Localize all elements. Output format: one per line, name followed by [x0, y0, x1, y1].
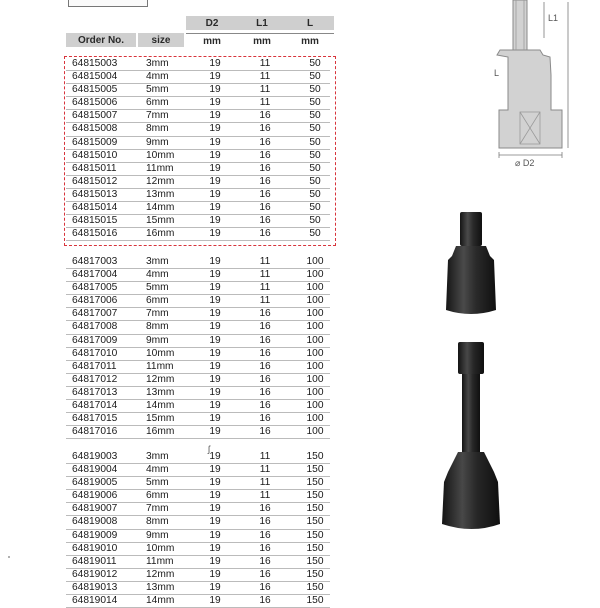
d2-cell: 19 — [209, 175, 221, 187]
table-row — [66, 490, 330, 503]
table-row — [66, 335, 330, 348]
size-cell: 11mm — [146, 360, 174, 372]
d2-cell: 19 — [209, 84, 221, 96]
order-no-cell: 64819011 — [72, 555, 117, 567]
table-row — [66, 413, 330, 426]
l-cell: 150 — [306, 529, 324, 541]
l-cell: 100 — [306, 373, 324, 385]
l-cell: 150 — [306, 555, 324, 567]
table-row — [66, 387, 330, 400]
l1-cell: 16 — [259, 555, 271, 567]
order-no-cell: 64817007 — [72, 308, 118, 320]
l1-cell: 16 — [259, 542, 271, 554]
table-row — [66, 150, 330, 163]
table-row — [66, 176, 330, 189]
table-group-50mm — [66, 58, 330, 241]
l1-cell: 16 — [259, 334, 271, 346]
size-cell: 11mm — [146, 555, 174, 567]
order-no-cell: 64819013 — [72, 581, 118, 593]
size-cell: 9mm — [146, 529, 169, 541]
l1-cell: 11 — [259, 71, 271, 83]
l-cell: 50 — [309, 136, 321, 148]
l1-cell: 16 — [259, 202, 271, 214]
table-row — [66, 228, 330, 241]
l-cell: 50 — [309, 188, 321, 200]
size-cell: 15mm — [146, 413, 175, 425]
l-cell: 150 — [306, 464, 324, 476]
order-no-cell: 64817005 — [72, 282, 118, 294]
order-no-cell: 64815012 — [72, 175, 118, 187]
l-cell: 100 — [306, 360, 324, 372]
size-cell: 16mm — [146, 426, 175, 438]
d2-cell: 19 — [209, 360, 221, 372]
top-header-box — [68, 0, 148, 7]
size-cell: 3mm — [146, 256, 169, 267]
order-no-cell: 64815013 — [72, 188, 118, 200]
l1-cell: 16 — [259, 123, 271, 135]
table-row — [66, 516, 330, 529]
l-cell: 150 — [306, 490, 324, 502]
order-no-cell: 64817004 — [72, 269, 118, 281]
l-cell: 150 — [306, 568, 324, 580]
l-cell: 100 — [306, 256, 324, 267]
table-row — [66, 295, 330, 308]
l1-cell: 11 — [259, 58, 271, 69]
size-cell: 14mm — [146, 400, 175, 412]
d2-cell: 19 — [209, 71, 221, 83]
order-no-cell: 64817003 — [72, 256, 118, 267]
size-cell: 10mm — [146, 149, 175, 161]
table-row — [66, 123, 330, 136]
size-cell: 15mm — [146, 215, 175, 227]
l1-cell: 16 — [259, 136, 271, 148]
table-row — [66, 202, 330, 215]
l1-cell: 11 — [259, 295, 271, 307]
order-no-cell: 64817015 — [72, 413, 118, 425]
table-group-150mm — [66, 451, 330, 608]
d2-cell: 19 — [209, 503, 221, 515]
d2-cell: 19 — [209, 581, 221, 593]
l1-cell: 16 — [259, 110, 271, 122]
d2-cell: 19 — [209, 228, 221, 240]
order-no-cell: 64817014 — [72, 400, 118, 412]
size-cell: 12mm — [146, 175, 175, 187]
order-no-cell: 64815007 — [72, 110, 118, 122]
d2-cell: 19 — [209, 555, 221, 567]
l-cell: 150 — [306, 595, 324, 607]
l1-cell: 11 — [259, 84, 271, 96]
order-no-cell: 64819010 — [72, 542, 118, 554]
table-row — [66, 189, 330, 202]
l1-cell: 16 — [259, 400, 271, 412]
l1-cell: 16 — [259, 175, 271, 187]
l1-cell: 16 — [259, 321, 271, 333]
d2-cell: 19 — [209, 162, 221, 174]
order-no-cell: 64819009 — [72, 529, 118, 541]
order-no-cell: 64819008 — [72, 516, 118, 528]
size-cell: 5mm — [146, 84, 169, 96]
table-row — [66, 282, 330, 295]
order-no-cell: 64815004 — [72, 71, 118, 83]
l1-cell: 11 — [259, 269, 271, 281]
header-l-unit: mm — [286, 33, 334, 48]
header-size: size — [138, 33, 184, 47]
size-cell: 10mm — [146, 542, 175, 554]
long-socket-photo — [432, 342, 512, 532]
d2-cell: 19 — [209, 542, 221, 554]
size-cell: 13mm — [146, 188, 175, 200]
l-cell: 100 — [306, 413, 324, 425]
d2-cell: 19 — [209, 529, 221, 541]
d2-cell: 19 — [209, 464, 221, 476]
l1-cell: 16 — [259, 228, 271, 240]
order-no-cell: 64817013 — [72, 386, 118, 398]
l-cell: 50 — [309, 162, 321, 174]
l1-cell: 16 — [259, 529, 271, 541]
size-cell: 8mm — [146, 321, 169, 333]
order-no-cell: 64817016 — [72, 426, 118, 438]
l1-cell: 16 — [259, 215, 271, 227]
l-cell: 100 — [306, 321, 324, 333]
order-no-cell: 64819003 — [72, 451, 118, 462]
table-row — [66, 348, 330, 361]
d2-cell: 19 — [209, 110, 221, 122]
l-cell: 50 — [309, 215, 321, 227]
l-cell: 50 — [309, 58, 321, 69]
table-row — [66, 477, 330, 490]
l-cell: 100 — [306, 386, 324, 398]
d2-cell: 19 — [209, 256, 221, 267]
d2-cell: 19 — [209, 123, 221, 135]
table-row — [66, 71, 330, 84]
size-cell: 6mm — [146, 490, 169, 502]
l1-cell: 16 — [259, 516, 271, 528]
header-l1: L1 — [238, 16, 286, 30]
order-no-cell: 64815009 — [72, 136, 118, 148]
header-l1-unit: mm — [238, 33, 286, 48]
size-cell: 5mm — [146, 477, 169, 489]
table-row — [66, 321, 330, 334]
table-row — [66, 256, 330, 269]
size-cell: 10mm — [146, 347, 175, 359]
l-cell: 50 — [309, 228, 321, 240]
size-cell: 6mm — [146, 97, 169, 109]
order-no-cell: 64819005 — [72, 477, 118, 489]
l-cell: 150 — [306, 542, 324, 554]
d2-cell: 19 — [209, 595, 221, 607]
l1-cell: 16 — [259, 188, 271, 200]
order-no-cell: 64819014 — [72, 595, 118, 607]
label-l: L — [494, 68, 500, 78]
l-cell: 50 — [309, 97, 321, 109]
table-row — [66, 58, 330, 71]
d2-cell: 19 — [209, 215, 221, 227]
l-cell: 100 — [306, 295, 324, 307]
l-cell: 50 — [309, 84, 321, 96]
l1-cell: 11 — [259, 97, 271, 109]
order-no-cell: 64819004 — [72, 464, 118, 476]
order-no-cell: 64815010 — [72, 149, 118, 161]
pen-tick-mark: ʃ — [208, 444, 210, 454]
order-no-cell: 64817008 — [72, 321, 118, 333]
size-cell: 14mm — [146, 595, 175, 607]
size-cell: 9mm — [146, 334, 169, 346]
l-cell: 150 — [306, 581, 324, 593]
table-row — [66, 400, 330, 413]
table-row — [66, 595, 330, 608]
label-d2: ⌀ D2 — [515, 158, 535, 168]
l-cell: 100 — [306, 269, 324, 281]
l1-cell: 16 — [259, 595, 271, 607]
l1-cell: 16 — [259, 162, 271, 174]
header-d2: D2 — [186, 16, 238, 30]
l1-cell: 16 — [259, 347, 271, 359]
l1-cell: 16 — [259, 308, 271, 320]
d2-cell: 19 — [209, 334, 221, 346]
d2-cell: 19 — [209, 308, 221, 320]
d2-cell: 19 — [209, 269, 221, 281]
size-cell: 13mm — [146, 386, 175, 398]
table-row — [66, 110, 330, 123]
size-cell: 12mm — [146, 373, 175, 385]
l1-cell: 16 — [259, 149, 271, 161]
order-no-cell: 64817012 — [72, 373, 118, 385]
table-row — [66, 530, 330, 543]
size-cell: 8mm — [146, 123, 169, 135]
table-row — [66, 361, 330, 374]
d2-cell: 19 — [209, 58, 221, 69]
size-cell: 13mm — [146, 581, 175, 593]
d2-cell: 19 — [209, 149, 221, 161]
order-no-cell: 64817011 — [72, 360, 117, 372]
l1-cell: 11 — [259, 490, 271, 502]
d2-cell: 19 — [209, 347, 221, 359]
order-no-cell: 64815014 — [72, 202, 118, 214]
d2-cell: 19 — [209, 386, 221, 398]
d2-cell: 19 — [209, 451, 221, 462]
header-d2-unit: mm — [186, 33, 238, 48]
l-cell: 150 — [306, 503, 324, 515]
l1-cell: 16 — [259, 581, 271, 593]
table-row — [66, 84, 330, 97]
size-cell: 9mm — [146, 136, 169, 148]
l-cell: 100 — [306, 282, 324, 294]
size-cell: 7mm — [146, 308, 169, 320]
l-cell: 100 — [306, 334, 324, 346]
order-no-cell: 64819007 — [72, 503, 118, 515]
l1-cell: 16 — [259, 568, 271, 580]
d2-cell: 19 — [209, 413, 221, 425]
order-no-cell: 64819012 — [72, 568, 118, 580]
size-cell: 14mm — [146, 202, 175, 214]
size-cell: 4mm — [146, 464, 169, 476]
table-row — [66, 569, 330, 582]
l1-cell: 11 — [259, 451, 271, 462]
l1-cell: 11 — [259, 256, 271, 267]
size-cell: 4mm — [146, 71, 169, 83]
table-row — [66, 451, 330, 464]
order-no-cell: 64817009 — [72, 334, 118, 346]
size-cell: 3mm — [146, 58, 169, 69]
table-group-100mm — [66, 256, 330, 439]
d2-cell: 19 — [209, 295, 221, 307]
size-cell: 7mm — [146, 110, 169, 122]
d2-cell: 19 — [209, 136, 221, 148]
size-cell: 3mm — [146, 451, 169, 462]
order-no-cell: 64815005 — [72, 84, 118, 96]
order-no-cell: 64819006 — [72, 490, 118, 502]
d2-cell: 19 — [209, 477, 221, 489]
l1-cell: 16 — [259, 360, 271, 372]
l1-cell: 16 — [259, 373, 271, 385]
l1-cell: 16 — [259, 503, 271, 515]
l1-cell: 11 — [259, 282, 271, 294]
table-row — [66, 503, 330, 516]
table-row — [66, 464, 330, 477]
d2-cell: 19 — [209, 568, 221, 580]
d2-cell: 19 — [209, 321, 221, 333]
order-no-cell: 64815016 — [72, 228, 118, 240]
size-cell: 5mm — [146, 282, 169, 294]
d2-cell: 19 — [209, 426, 221, 438]
l-cell: 150 — [306, 477, 324, 489]
table-row — [66, 215, 330, 228]
table-row — [66, 308, 330, 321]
l-cell: 100 — [306, 308, 324, 320]
d2-cell: 19 — [209, 516, 221, 528]
header-order-no: Order No. — [66, 33, 136, 47]
d2-cell: 19 — [209, 97, 221, 109]
order-no-cell: 64815003 — [72, 58, 118, 69]
header-l: L — [286, 16, 334, 30]
size-cell: 16mm — [146, 228, 175, 240]
speck — [8, 556, 10, 558]
size-cell: 12mm — [146, 568, 175, 580]
table-row — [66, 137, 330, 150]
size-cell: 7mm — [146, 503, 169, 515]
table-row — [66, 269, 330, 282]
l-cell: 50 — [309, 71, 321, 83]
short-socket-photo — [438, 210, 508, 320]
l-cell: 150 — [306, 516, 324, 528]
order-no-cell: 64817010 — [72, 347, 118, 359]
l-cell: 100 — [306, 400, 324, 412]
table-row — [66, 582, 330, 595]
size-cell: 4mm — [146, 269, 169, 281]
d2-cell: 19 — [209, 400, 221, 412]
label-l1: L1 — [548, 13, 559, 23]
l-cell: 150 — [306, 451, 324, 462]
l1-cell: 11 — [259, 464, 271, 476]
table-row — [66, 426, 330, 439]
l-cell: 100 — [306, 426, 324, 438]
order-no-cell: 64815006 — [72, 97, 118, 109]
table-row — [66, 556, 330, 569]
order-no-cell: 64815008 — [72, 123, 118, 135]
l-cell: 50 — [309, 175, 321, 187]
d2-cell: 19 — [209, 202, 221, 214]
order-no-cell: 64817006 — [72, 295, 118, 307]
order-no-cell: 64815011 — [72, 162, 117, 174]
l1-cell: 16 — [259, 413, 271, 425]
order-no-cell: 64815015 — [72, 215, 118, 227]
d2-cell: 19 — [209, 282, 221, 294]
dimension-drawing — [480, 0, 590, 175]
l1-cell: 11 — [259, 477, 271, 489]
size-cell: 8mm — [146, 516, 169, 528]
l1-cell: 16 — [259, 386, 271, 398]
table-row — [66, 97, 330, 110]
table-row — [66, 374, 330, 387]
size-cell: 6mm — [146, 295, 169, 307]
table-row — [66, 163, 330, 176]
table-row — [66, 543, 330, 556]
d2-cell: 19 — [209, 490, 221, 502]
l-cell: 50 — [309, 202, 321, 214]
d2-cell: 19 — [209, 188, 221, 200]
l1-cell: 16 — [259, 426, 271, 438]
l-cell: 50 — [309, 123, 321, 135]
l-cell: 50 — [309, 149, 321, 161]
l-cell: 100 — [306, 347, 324, 359]
d2-cell: 19 — [209, 373, 221, 385]
size-cell: 11mm — [146, 162, 174, 174]
l-cell: 50 — [309, 110, 321, 122]
